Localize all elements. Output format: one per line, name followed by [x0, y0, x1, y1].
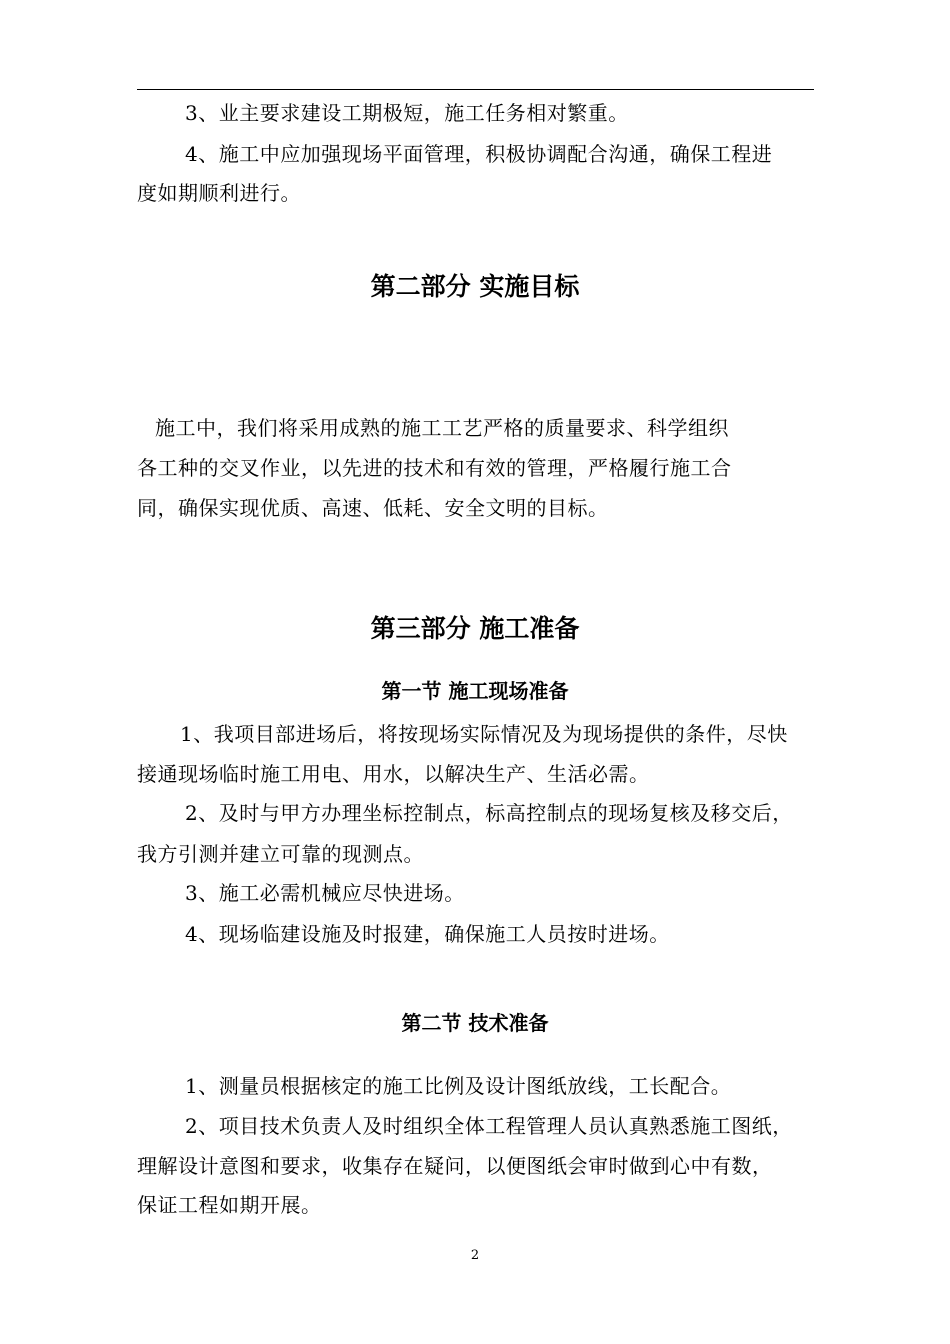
section1-item-4: 4、现场临建设施及时报建，确保施工人员按时进场。 — [185, 922, 670, 946]
section2-item-2: 2、项目技术负责人及时组织全体工程管理人员认真熟悉施工图纸， — [185, 1114, 793, 1138]
header-rule — [137, 89, 814, 90]
part2-title: 第二部分 实施目标 — [370, 272, 580, 301]
section1-item-1-cont: 接通现场临时施工用电、用水，以解决生产、生活必需。 — [137, 762, 650, 786]
section1-item-2: 2、及时与甲方办理坐标控制点，标高控制点的现场复核及移交后， — [185, 801, 793, 825]
section1-title: 第一节 施工现场准备 — [381, 679, 569, 703]
part2-paragraph-line: 各工种的交叉作业，以先进的技术和有效的管理，严格履行施工合 — [137, 456, 732, 480]
section2-item-2-cont: 保证工程如期开展。 — [137, 1193, 322, 1217]
section1-item-3: 3、施工必需机械应尽快进场。 — [185, 881, 465, 905]
part2-paragraph-line: 同，确保实现优质、高速、低耗、安全文明的目标。 — [137, 496, 609, 520]
part3-title: 第三部分 施工准备 — [370, 614, 580, 643]
list-item-4-cont: 度如期顺利进行。 — [137, 181, 301, 205]
part2-paragraph-line: 施工中，我们将采用成熟的施工工艺严格的质量要求、科学组织 — [155, 416, 729, 440]
section1-item-2-cont: 我方引测并建立可靠的现测点。 — [137, 842, 424, 866]
page-number: 2 — [470, 1248, 480, 1263]
list-item-3: 3、业主要求建设工期极短，施工任务相对繁重。 — [185, 101, 629, 125]
section2-title: 第二节 技术准备 — [401, 1011, 549, 1035]
section2-item-2-cont: 理解设计意图和要求，收集存在疑问，以便图纸会审时做到心中有数， — [137, 1154, 773, 1178]
section1-item-1: 1、我项目部进场后，将按现场实际情况及为现场提供的条件，尽快 — [180, 722, 788, 746]
list-item-4: 4、施工中应加强现场平面管理，积极协调配合沟通，确保工程进 — [185, 142, 773, 166]
section2-item-1: 1、测量员根据核定的施工比例及设计图纸放线，工长配合。 — [185, 1074, 732, 1098]
